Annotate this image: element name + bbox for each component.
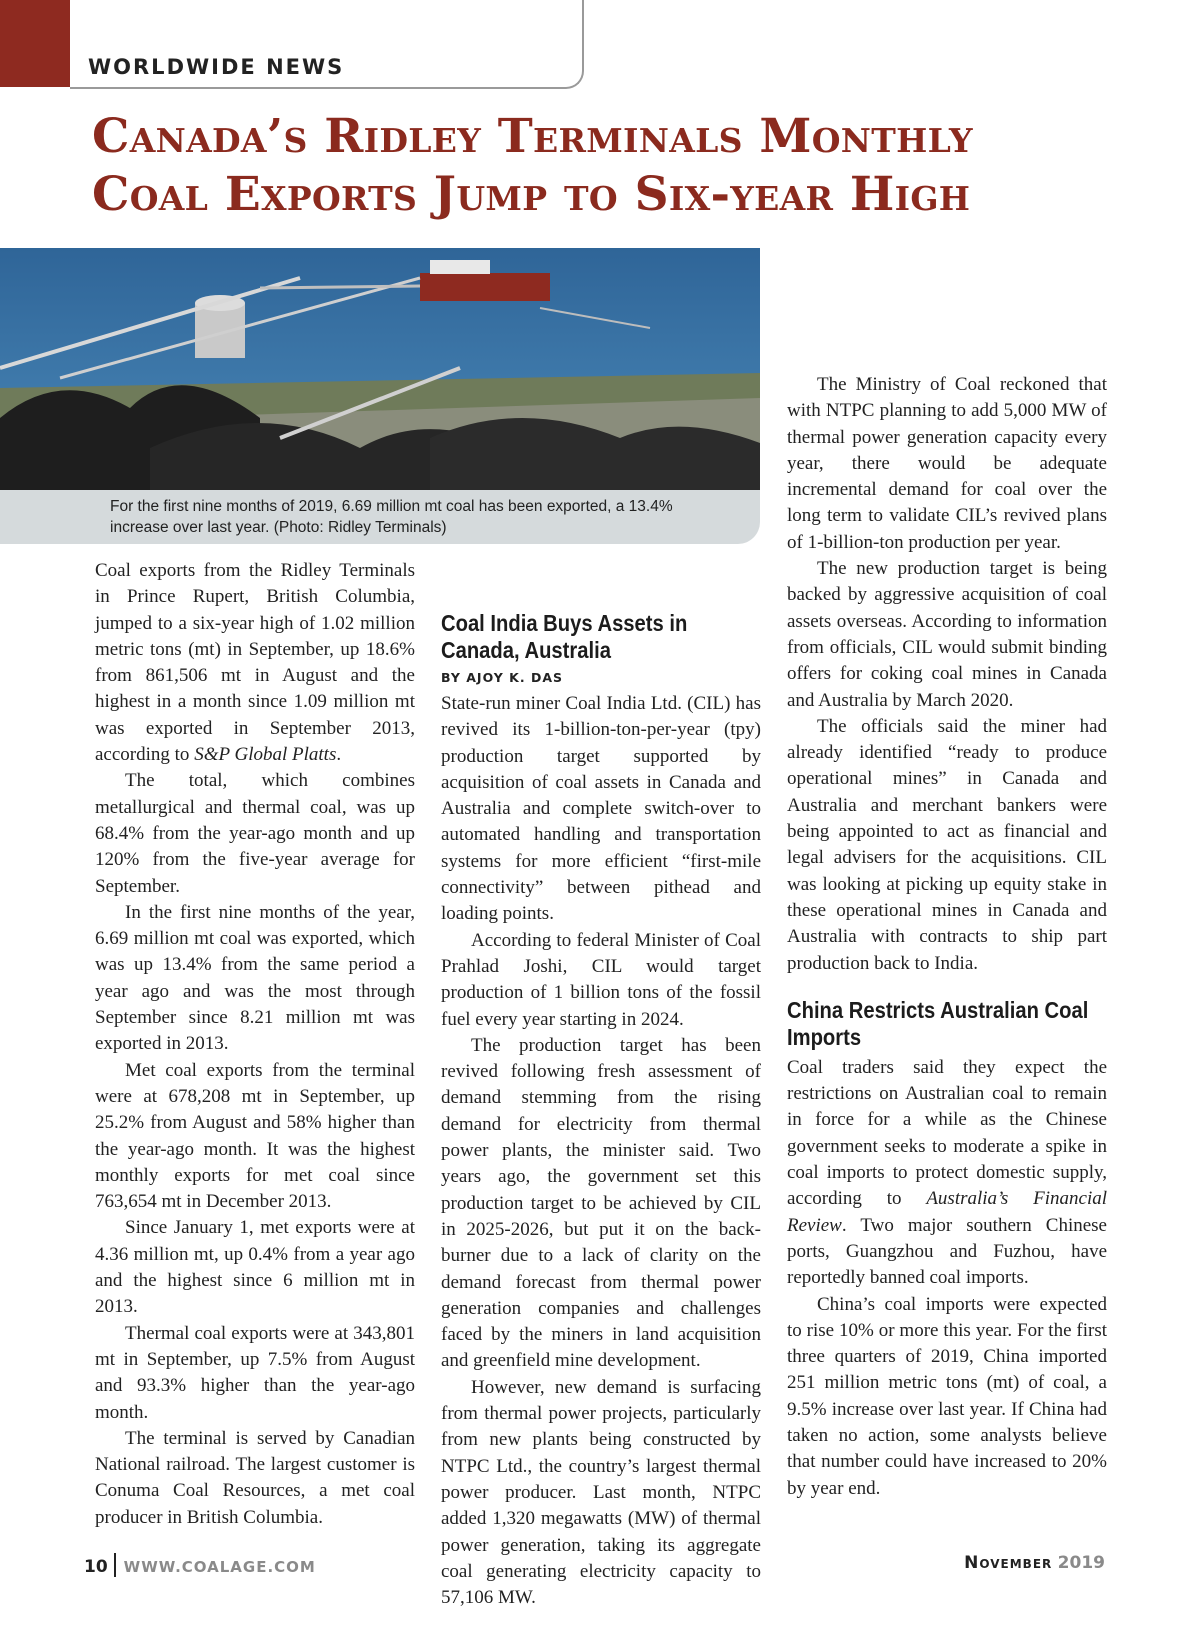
paragraph: In the first nine months of the year, 6.69 million mt coal was exported, which was up 13.4% from the same period a year ago and was the most through September since 8.21 million mt was exported in 2013. [95, 901, 415, 1055]
page-number: 10 [84, 1557, 108, 1577]
paragraph [787, 1055, 1107, 1292]
paragraph: Thermal coal exports were at 343,801 mt in September, up 7.5% from August and 93.3% higher than the year-ago month. [95, 1322, 415, 1423]
paragraph: The officials said the miner had already identified “ready to produce operational mines” in Canada and Australia and merchant bankers were being appointed to act as financial and legal advisers for the acquisitions. CIL was looking at picking up equity stake in these operational mines in Canada and Australia with contracts to ship part production back to India. [787, 715, 1107, 974]
paragraph-text: . Two major southern Chinese ports, Guangzhou and Fuzhou, have reportedly banned coal imports. [787, 1214, 1107, 1289]
paragraph-text: Coal exports from the Ridley Terminals in Prince Rupert, British Columbia, jumped to a six-year high of 1.02 million metric tons (mt) in September, up 18.6% from 861,506 mt in August and the highest in a month since 1.09 million mt was exported in September 2013, according to [95, 560, 415, 766]
paragraph: According to federal Minister of Coal Prahlad Joshi, CIL would target production of 1 billion tons of the fossil fuel every year starting in 2024. [441, 929, 761, 1030]
paragraph: State-run miner Coal India Ltd. (CIL) has revived its 1-billion-ton-per-year (tpy) production target supported by acquisition of coal assets in Canada and Australia and complete switch-over to automated handling and transportation systems for more efficient “first-mile connectivity” between pithead and loading points. [441, 693, 761, 925]
photo-caption: For the first nine months of 2019, 6.69 million mt coal has been exported, a 13.4% increase over last year. (Photo: Ridley Terminals) [110, 498, 673, 536]
paragraph [95, 558, 415, 768]
section-color-tab [0, 0, 70, 87]
terminal-photo [0, 248, 760, 490]
paragraph: China’s coal imports were expected to rise 10% or more this year. For the first three quarters of 2019, China imported 251 million metric tons (mt) of coal, a 9.5% increase over last year. If China had taken no action, some analysts believe that number could have increased to 20% by year end. [787, 1293, 1107, 1499]
footer-left [84, 1553, 316, 1577]
paragraph-text: . [336, 744, 342, 766]
article3-heading: China Restricts Australian Coal Imports [787, 996, 1089, 1050]
article2-heading: Coal India Buys Assets in Canada, Australia [441, 610, 688, 663]
article2-byline: BY AJOY K. DAS [441, 670, 563, 685]
source-citation: S&P Global Platts [194, 744, 337, 766]
paragraph: The total, which combines metallurgical and thermal coal, was up 68.4% from the year-ago month and up 120% from the five-year average for September. [95, 770, 415, 897]
footer-right [964, 1553, 1105, 1573]
paragraph-continues: However, new demand is surfacing from thermal power projects, particularly from new plants being constructed by NTPC Ltd., the country’s largest thermal power producer. Last month, NTPC added 1,320 megawatts (MW) of thermal power generation, taking its aggregate coal generating electricity capacity to 57,106 MW. [441, 1376, 761, 1609]
issue-month: November [964, 1553, 1053, 1573]
issue-year: 2019 [1057, 1553, 1105, 1573]
paragraph: The Ministry of Coal reckoned that with NTPC planning to add 5,000 MW of thermal power generation capacity every year, there would be adequate incremental demand for coal over the long term to validate CIL’s revived plans of 1-billion-ton production per year. [787, 374, 1107, 553]
article-title: Canada’s Ridley Terminals Monthly Coal Exports Jump to Six-year High [92, 109, 973, 222]
paragraph: The production target has been revived following fresh assessment of demand stemming from the rising demand for electricity from thermal power plants, the minister said. Two years ago, the government set this production target to be achieved by CIL in 2025-2026, but put it on the back-burner due to a lack of clarity on the demand forecast from thermal power generation companies and challenges faced by the miners in land acquisition and greenfield mine development. [441, 1034, 761, 1372]
section-label: WORLDWIDE NEWS [88, 55, 345, 79]
footer-divider [114, 1553, 116, 1577]
paragraph: Since January 1, met exports were at 4.36 million mt, up 0.4% from a year ago and the highest since 6 million mt in 2013. [95, 1217, 415, 1318]
column-3 [787, 244, 1107, 1502]
column-2 [441, 558, 761, 1611]
paragraph: Met coal exports from the terminal were at 678,208 mt in September, up 25.2% from August and 58% higher than the year-ago month. It was the highest monthly exports for met coal since 763,654 mt in December 2013. [95, 1059, 415, 1213]
paragraph: The new production target is being backed by aggressive acquisition of coal assets overseas. According to information from officials, CIL would submit binding offers for coking coal mines in Canada and Australia by March 2020. [787, 558, 1107, 711]
paragraph-text: Coal traders said they expect the restrictions on Australian coal to remain in force for a while as the Chinese government seeks to moderate a spike in coal imports to protect domestic supply, according to [787, 1056, 1107, 1210]
paragraph-continues: The terminal is served by Canadian National railroad. The largest customer is Conuma Coal Resources, a met coal producer in British Columbia. [95, 1427, 415, 1528]
source-citation: Australia’s Financial Review [787, 1188, 1107, 1236]
footer-url[interactable]: WWW.COALAGE.COM [123, 1558, 316, 1576]
column-1 [95, 558, 415, 1531]
